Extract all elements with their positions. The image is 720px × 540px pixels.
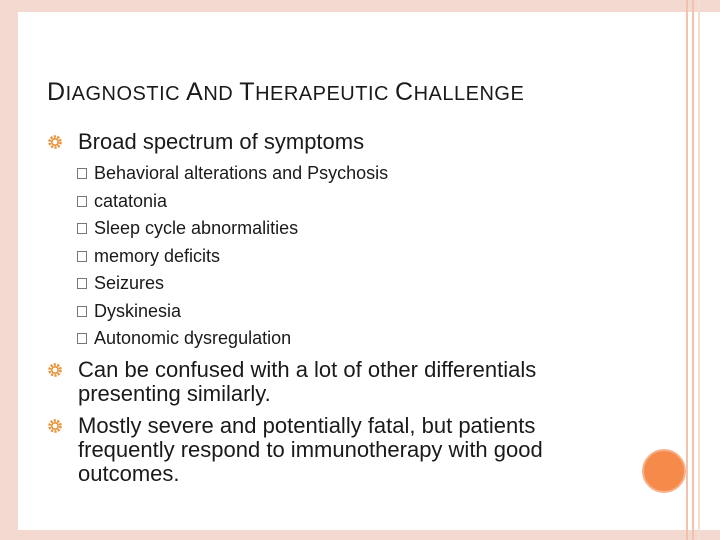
title-initial: C bbox=[395, 78, 414, 106]
decorative-line bbox=[686, 0, 688, 540]
gear-bullet-icon bbox=[47, 418, 63, 434]
decorative-circle bbox=[642, 449, 686, 493]
sub-bullet-text: Autonomic dysregulation bbox=[94, 328, 292, 349]
bullet-item bbox=[47, 414, 587, 486]
left-border bbox=[0, 0, 18, 540]
sub-bullet-item bbox=[77, 325, 388, 353]
title-initial: A bbox=[186, 78, 204, 106]
box-bullet-icon bbox=[77, 306, 87, 317]
bullet-item bbox=[47, 130, 647, 154]
bullet-text: Can be confused with a lot of other differentials presenting similarly. bbox=[78, 357, 537, 406]
sub-bullet-text: catatonia bbox=[94, 190, 168, 211]
title-rest: ND bbox=[203, 83, 234, 105]
box-bullet-icon bbox=[77, 168, 87, 179]
sub-bullet-item bbox=[77, 298, 388, 326]
sub-bullet-item bbox=[77, 160, 388, 188]
sub-bullet-item bbox=[77, 188, 388, 216]
sub-bullet-text: memory deficits bbox=[94, 245, 221, 266]
box-bullet-icon bbox=[77, 278, 87, 289]
slide-title bbox=[47, 78, 524, 107]
box-bullet-icon bbox=[77, 333, 87, 344]
title-rest: HALLENGE bbox=[413, 83, 525, 105]
box-bullet-icon bbox=[77, 196, 87, 207]
gear-bullet-icon bbox=[47, 362, 63, 378]
title-rest: HERAPEUTIC bbox=[255, 83, 389, 105]
sub-bullet-text: Dyskinesia bbox=[94, 300, 182, 321]
sub-bullet-item bbox=[77, 215, 388, 243]
top-border bbox=[0, 0, 720, 12]
sub-bullet-text: Behavioral alterations and Psychosis bbox=[94, 163, 389, 184]
decorative-line bbox=[692, 0, 694, 540]
sub-bullet-text: Seizures bbox=[94, 273, 165, 294]
title-initial: D bbox=[47, 78, 66, 106]
title-rest: IAGNOSTIC bbox=[65, 83, 181, 105]
title-initial: T bbox=[239, 78, 256, 106]
sub-bullet-text: Sleep cycle abnormalities bbox=[94, 218, 299, 239]
sub-bullet-item bbox=[77, 243, 388, 271]
box-bullet-icon bbox=[77, 251, 87, 262]
decorative-line bbox=[698, 0, 700, 540]
bullet-text: Broad spectrum of symptoms bbox=[78, 129, 365, 154]
sub-bullet-list bbox=[77, 160, 388, 353]
box-bullet-icon bbox=[77, 223, 87, 234]
bullet-text: Mostly severe and potentially fatal, but patients frequently respond to immunotherapy with good outcomes. bbox=[78, 413, 543, 486]
sub-bullet-item bbox=[77, 270, 388, 298]
bottom-border bbox=[0, 530, 720, 540]
gear-bullet-icon bbox=[47, 134, 63, 150]
bullet-item bbox=[47, 358, 587, 406]
